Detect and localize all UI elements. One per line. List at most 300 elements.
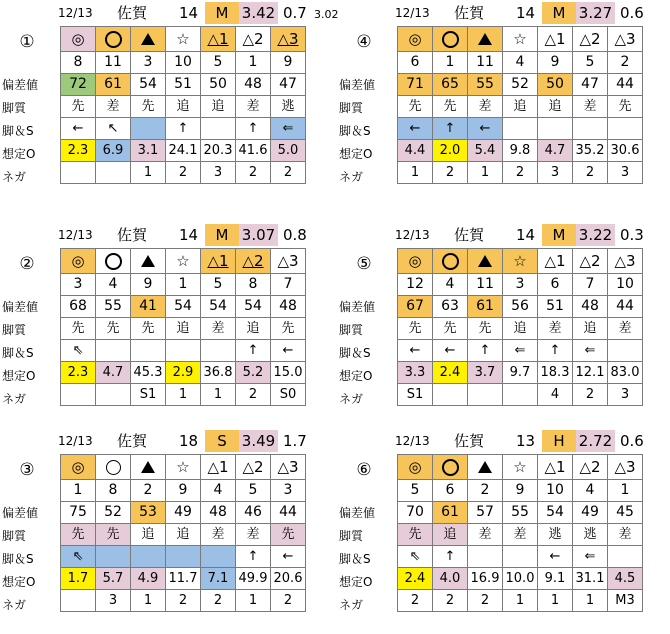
negative-cell: 3: [608, 162, 643, 184]
mark-text: [122, 251, 123, 252]
post-cell: 8: [61, 52, 96, 74]
mark-cell: [608, 27, 643, 52]
row-label-nega: ネガ: [2, 170, 27, 184]
negative-cell: 1: [573, 590, 608, 612]
row-label-dev: 偏差値: [339, 300, 376, 314]
expected-odds-cell: 20.3: [201, 140, 236, 162]
speed-arrow-cell: ←: [538, 546, 573, 568]
expected-odds-cell: 2.9: [166, 362, 201, 384]
row-label-style: 脚質: [339, 101, 364, 115]
negative-cell: 2: [236, 384, 271, 406]
run-style-cell: 先: [61, 318, 96, 340]
run-style-cell: 逃: [573, 524, 608, 546]
runner-count: 14: [179, 4, 199, 22]
row-arrows: [398, 340, 643, 362]
main-index: 3.42: [239, 2, 278, 24]
mark-cell: [61, 455, 96, 480]
row-label-arrows: 脚＆S: [339, 346, 371, 360]
speed-arrow-cell: ⇖: [61, 546, 96, 568]
post-cell: 4: [573, 480, 608, 502]
mark-text: ◎: [71, 251, 85, 270]
deviation-cell: 54: [236, 296, 271, 318]
negative-cell: 2: [201, 590, 236, 612]
negative-cell: 1: [166, 384, 201, 406]
post-cell: 11: [468, 274, 503, 296]
post-cell: 8: [236, 274, 271, 296]
row-odds: [398, 140, 643, 162]
mark-text: [121, 457, 122, 458]
race-venue: 佐賀: [117, 226, 148, 244]
post-cell: 3: [131, 52, 166, 74]
post-cell: 7: [271, 274, 306, 296]
row-label-style: 脚質: [2, 323, 27, 337]
mark-text: [155, 251, 156, 252]
race-number: ③: [19, 460, 35, 480]
speed-arrow-cell: ←: [398, 118, 433, 140]
mark-text: △2: [579, 29, 601, 48]
run-style-cell: 先: [131, 96, 166, 118]
mark-text: △3: [614, 251, 636, 270]
row-label-odds: 想定O: [339, 575, 373, 589]
mark-text: △3: [277, 29, 299, 48]
speed-arrow-cell: ⇐: [573, 546, 608, 568]
speed-arrow-cell: [538, 118, 573, 140]
race-grade: H: [542, 430, 576, 452]
speed-arrow-cell: ↑: [236, 546, 271, 568]
row-dev: [398, 502, 643, 524]
mark-text: △2: [242, 29, 264, 48]
mark-cell: [166, 455, 201, 480]
negative-cell: 2: [433, 162, 468, 184]
speed-arrow-cell: ←: [271, 340, 306, 362]
row-label-odds: 想定O: [2, 575, 36, 589]
speed-arrow-cell: [96, 340, 131, 362]
mark-cell: [433, 249, 468, 274]
runner-count: 14: [516, 4, 536, 22]
prediction-table: [397, 26, 643, 184]
deviation-cell: 61: [433, 502, 468, 524]
post-cell: 11: [468, 52, 503, 74]
expected-odds-cell: 4.0: [433, 568, 468, 590]
row-arrows: [398, 118, 643, 140]
speed-arrow-cell: [573, 118, 608, 140]
mark-text: △2: [242, 251, 264, 270]
mark-cell: [201, 27, 236, 52]
mark-text: [155, 29, 156, 30]
mark-text: △3: [277, 457, 299, 476]
negative-cell: 2: [433, 590, 468, 612]
deviation-cell: 47: [271, 74, 306, 96]
negative-cell: 4: [538, 384, 573, 406]
run-style-cell: 追: [433, 524, 468, 546]
speed-arrow-cell: [166, 546, 201, 568]
deviation-cell: 54: [201, 296, 236, 318]
speed-arrow-cell: [608, 340, 643, 362]
speed-arrow-cell: [131, 118, 166, 140]
negative-cell: [61, 590, 96, 612]
negative-cell: [96, 384, 131, 406]
deviation-cell: 51: [166, 74, 201, 96]
deviation-cell: 49: [573, 502, 608, 524]
deviation-cell: 49: [166, 502, 201, 524]
mark-text: ☆: [513, 29, 527, 48]
deviation-cell: 45: [608, 502, 643, 524]
sub-index: 0.7: [283, 4, 307, 22]
expected-odds-cell: 35.2: [573, 140, 608, 162]
deviation-cell: 44: [608, 296, 643, 318]
race-header: [0, 430, 330, 452]
run-style-cell: 逃: [538, 524, 573, 546]
expected-odds-cell: 83.0: [608, 362, 643, 384]
post-cell: 1: [236, 52, 271, 74]
speed-arrow-cell: [201, 340, 236, 362]
row-dev: [61, 74, 306, 96]
run-style-cell: 差: [538, 318, 573, 340]
run-style-cell: 差: [608, 524, 643, 546]
expected-odds-cell: 9.8: [503, 140, 538, 162]
race-panel-p1: [0, 2, 339, 202]
mark-cell: [503, 249, 538, 274]
negative-cell: 3: [201, 162, 236, 184]
mark-cell: [468, 27, 503, 52]
post-cell: 5: [398, 480, 433, 502]
row-label-style: 脚質: [2, 101, 27, 115]
run-style-cell: 追: [503, 96, 538, 118]
row-odds: [398, 362, 643, 384]
race-date: 12/13: [395, 434, 430, 448]
mark-text: △3: [614, 457, 636, 476]
negative-cell: 2: [573, 162, 608, 184]
run-style-cell: 追: [538, 96, 573, 118]
row-label-odds: 想定O: [2, 369, 36, 383]
row-post: [61, 480, 306, 502]
negative-cell: 1: [468, 162, 503, 184]
run-style-cell: 追: [166, 318, 201, 340]
mark-cell: [236, 249, 271, 274]
row-label-style: 脚質: [2, 529, 27, 543]
deviation-cell: 71: [398, 74, 433, 96]
speed-arrow-cell: [608, 546, 643, 568]
row-label-style: 脚質: [339, 323, 364, 337]
deviation-cell: 70: [398, 502, 433, 524]
race-grade: M: [205, 2, 239, 24]
mark-cell: [166, 249, 201, 274]
prediction-table: [60, 26, 306, 184]
run-style-cell: 追: [166, 524, 201, 546]
negative-cell: 2: [271, 162, 306, 184]
mark-cell: [271, 249, 306, 274]
triangle-mark-icon: [141, 461, 155, 473]
mark-text: [492, 251, 493, 252]
row-marks: [398, 455, 643, 480]
race-grade: S: [205, 430, 239, 452]
expected-odds-cell: 31.1: [573, 568, 608, 590]
negative-cell: S0: [271, 384, 306, 406]
expected-odds-cell: 5.2: [236, 362, 271, 384]
post-cell: 6: [398, 52, 433, 74]
run-style-cell: 先: [608, 96, 643, 118]
race-panel-p6: [337, 430, 667, 630]
expected-odds-cell: 10.0: [503, 568, 538, 590]
triangle-mark-icon: [141, 33, 155, 45]
expected-odds-cell: 2.3: [61, 362, 96, 384]
mark-text: △1: [207, 29, 229, 48]
negative-cell: M3: [608, 590, 643, 612]
runner-count: 13: [516, 432, 536, 450]
mark-cell: [96, 455, 131, 480]
post-cell: 6: [538, 274, 573, 296]
mark-text: ◎: [408, 29, 422, 48]
post-cell: 4: [433, 274, 468, 296]
row-label-dev: 偏差値: [2, 78, 39, 92]
race-grade: M: [205, 224, 239, 246]
expected-odds-cell: 36.8: [201, 362, 236, 384]
post-cell: 5: [573, 52, 608, 74]
row-label-dev: 偏差値: [339, 78, 376, 92]
circle-mark-icon: [442, 459, 459, 476]
expected-odds-cell: 9.7: [503, 362, 538, 384]
mark-text: [122, 29, 123, 30]
main-index: 3.27: [576, 2, 615, 24]
race-number: ⑥: [356, 460, 372, 480]
mark-text: ☆: [513, 251, 527, 270]
expected-odds-cell: 3.3: [398, 362, 433, 384]
circle-mark-icon: [442, 253, 459, 270]
sub-index: 1.7: [283, 432, 307, 450]
mark-text: △1: [207, 251, 229, 270]
expected-odds-cell: 24.1: [166, 140, 201, 162]
run-style-cell: 差: [201, 524, 236, 546]
run-style-cell: 追: [236, 318, 271, 340]
mark-text: ◎: [71, 457, 85, 476]
mark-text: [155, 457, 156, 458]
race-date: 12/13: [58, 434, 93, 448]
expected-odds-cell: 2.4: [398, 568, 433, 590]
speed-arrow-cell: ←: [61, 118, 96, 140]
extra-index: 3.02: [314, 8, 339, 21]
run-style-cell: 差: [236, 96, 271, 118]
deviation-cell: 48: [573, 296, 608, 318]
run-style-cell: 先: [398, 524, 433, 546]
negative-cell: S1: [398, 384, 433, 406]
runner-count: 18: [179, 432, 199, 450]
triangle-mark-icon: [478, 255, 492, 267]
prediction-table: [60, 248, 306, 406]
race-date: 12/13: [395, 228, 430, 242]
deviation-cell: 55: [468, 74, 503, 96]
negative-cell: 2: [236, 162, 271, 184]
run-style-cell: 先: [271, 524, 306, 546]
run-style-cell: 先: [61, 524, 96, 546]
negative-cell: 2: [166, 162, 201, 184]
race-grade: M: [542, 224, 576, 246]
speed-arrow-cell: [608, 118, 643, 140]
post-cell: 3: [503, 274, 538, 296]
mark-cell: [468, 455, 503, 480]
mark-cell: [573, 249, 608, 274]
row-arrows: [61, 546, 306, 568]
main-index: 3.07: [239, 224, 278, 246]
mark-text: [492, 29, 493, 30]
post-cell: 3: [271, 480, 306, 502]
expected-odds-cell: 2.0: [433, 140, 468, 162]
expected-odds-cell: 3.1: [131, 140, 166, 162]
row-odds: [61, 140, 306, 162]
speed-arrow-cell: ←: [271, 546, 306, 568]
mark-text: ☆: [176, 251, 190, 270]
speed-arrow-cell: [96, 546, 131, 568]
run-style-cell: 逃: [271, 96, 306, 118]
row-nega: [398, 590, 643, 612]
speed-arrow-cell: [201, 118, 236, 140]
expected-odds-cell: 15.0: [271, 362, 306, 384]
run-style-cell: 先: [468, 318, 503, 340]
mark-cell: [608, 249, 643, 274]
deviation-cell: 63: [433, 296, 468, 318]
mark-text: ◎: [408, 457, 422, 476]
row-dev: [398, 296, 643, 318]
speed-arrow-cell: ↑: [433, 118, 468, 140]
race-venue: 佐賀: [454, 226, 485, 244]
deviation-cell: 54: [538, 502, 573, 524]
negative-cell: [96, 162, 131, 184]
row-label-dev: 偏差値: [339, 506, 376, 520]
post-cell: 1: [433, 52, 468, 74]
deviation-cell: 65: [433, 74, 468, 96]
mark-cell: [236, 455, 271, 480]
negative-cell: [503, 384, 538, 406]
mark-cell: [166, 27, 201, 52]
speed-arrow-cell: ↑: [538, 340, 573, 362]
speed-arrow-cell: [131, 340, 166, 362]
race-venue: 佐賀: [117, 4, 148, 22]
deviation-cell: 57: [468, 502, 503, 524]
prediction-table: [397, 248, 643, 406]
run-style-cell: 追: [201, 96, 236, 118]
run-style-cell: 差: [236, 524, 271, 546]
deviation-cell: 56: [503, 296, 538, 318]
negative-cell: [61, 384, 96, 406]
run-style-cell: 差: [201, 318, 236, 340]
speed-arrow-cell: [503, 118, 538, 140]
post-cell: 3: [61, 274, 96, 296]
expected-odds-cell: 30.6: [608, 140, 643, 162]
deviation-cell: 50: [201, 74, 236, 96]
row-arrows: [398, 546, 643, 568]
mark-text: [492, 457, 493, 458]
negative-cell: 2: [573, 384, 608, 406]
speed-arrow-cell: ↖: [96, 118, 131, 140]
negative-cell: [468, 384, 503, 406]
deviation-cell: 75: [61, 502, 96, 524]
run-style-cell: 先: [61, 96, 96, 118]
sub-index: 0.8: [283, 226, 307, 244]
speed-arrow-cell: [468, 546, 503, 568]
row-label-odds: 想定O: [339, 147, 373, 161]
runner-count: 14: [179, 226, 199, 244]
negative-cell: 2: [503, 162, 538, 184]
main-index: 3.22: [576, 224, 615, 246]
mark-text: ◎: [408, 251, 422, 270]
row-label-style: 脚質: [339, 529, 364, 543]
deviation-cell: 52: [503, 74, 538, 96]
race-header: [337, 430, 667, 452]
race-panel-p3: [0, 430, 330, 630]
post-cell: 4: [96, 274, 131, 296]
deviation-cell: 47: [573, 74, 608, 96]
run-style-cell: 追: [573, 318, 608, 340]
row-label-dev: 偏差値: [2, 506, 39, 520]
post-cell: 9: [503, 480, 538, 502]
mark-text: △2: [579, 457, 601, 476]
mark-text: ☆: [176, 457, 190, 476]
circle-mark-icon: [106, 460, 121, 475]
post-cell: 2: [468, 480, 503, 502]
row-marks: [398, 249, 643, 274]
mark-text: ◎: [71, 29, 85, 48]
row-arrows: [61, 340, 306, 362]
deviation-cell: 50: [538, 74, 573, 96]
post-cell: 4: [201, 480, 236, 502]
run-style-cell: 差: [503, 524, 538, 546]
mark-text: △2: [242, 457, 264, 476]
deviation-cell: 55: [503, 502, 538, 524]
mark-cell: [573, 27, 608, 52]
race-panel-p4: [337, 2, 667, 202]
race-venue: 佐賀: [117, 432, 148, 450]
run-style-cell: 差: [468, 96, 503, 118]
sub-index: 0.6: [620, 432, 644, 450]
row-marks: [398, 27, 643, 52]
circle-mark-icon: [105, 31, 122, 48]
post-cell: 5: [236, 480, 271, 502]
row-post: [61, 274, 306, 296]
expected-odds-cell: 1.7: [61, 568, 96, 590]
mark-cell: [398, 455, 433, 480]
run-style-cell: 先: [398, 96, 433, 118]
speed-arrow-cell: ←: [468, 118, 503, 140]
deviation-cell: 72: [61, 74, 96, 96]
post-cell: 5: [201, 52, 236, 74]
expected-odds-cell: 7.1: [201, 568, 236, 590]
prediction-table: [60, 454, 306, 612]
race-number: ④: [356, 32, 372, 52]
row-label-arrows: 脚＆S: [2, 552, 34, 566]
triangle-mark-icon: [478, 461, 492, 473]
negative-cell: 1: [538, 590, 573, 612]
row-nega: [61, 590, 306, 612]
deviation-cell: 46: [236, 502, 271, 524]
mark-text: △1: [544, 251, 566, 270]
row-label-nega: ネガ: [2, 598, 27, 612]
negative-cell: 1: [398, 162, 433, 184]
mark-cell: [608, 455, 643, 480]
row-dev: [61, 296, 306, 318]
mark-text: [459, 457, 460, 458]
mark-cell: [131, 455, 166, 480]
main-index: 3.49: [239, 430, 278, 452]
expected-odds-cell: 9.1: [538, 568, 573, 590]
row-label-arrows: 脚＆S: [2, 124, 34, 138]
post-cell: 9: [271, 52, 306, 74]
speed-arrow-cell: ↑: [166, 118, 201, 140]
runner-count: 14: [516, 226, 536, 244]
prediction-table: [397, 454, 643, 612]
mark-cell: [503, 27, 538, 52]
speed-arrow-cell: ↑: [468, 340, 503, 362]
speed-arrow-cell: ←: [398, 340, 433, 362]
mark-cell: [538, 27, 573, 52]
